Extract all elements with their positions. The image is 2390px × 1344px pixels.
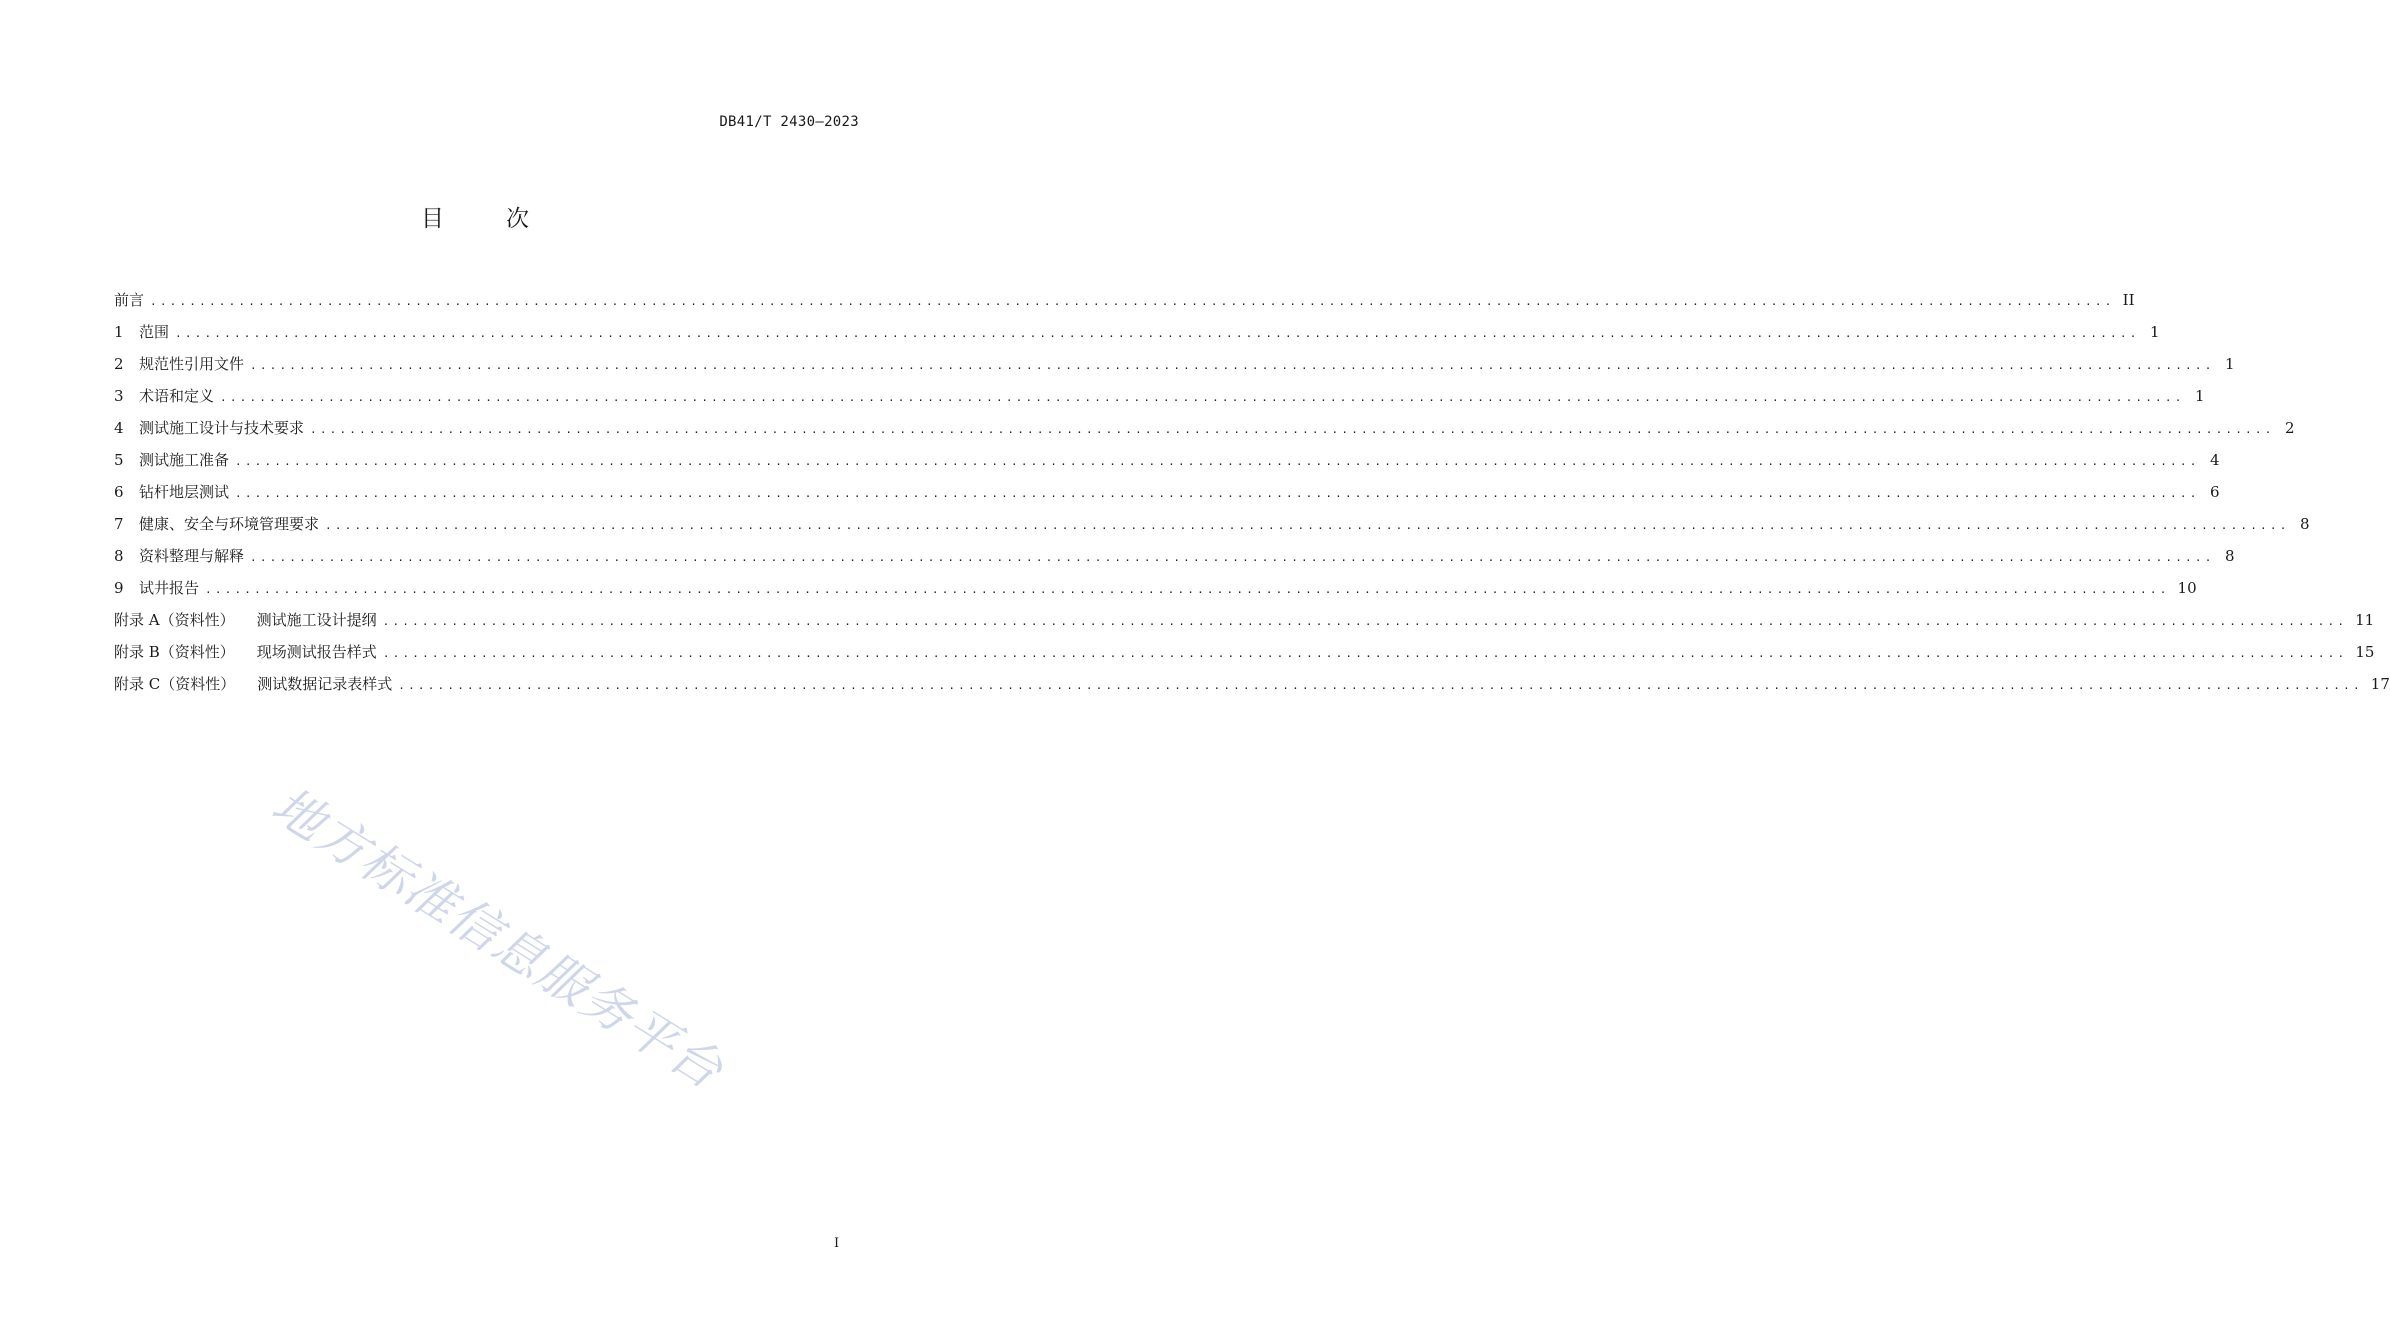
toc-entry-number: 1 — [114, 323, 124, 341]
table-of-contents — [114, 286, 2390, 702]
toc-entry-5[interactable] — [114, 446, 2220, 478]
toc-entry-label: 测试施工设计提纲 — [256, 611, 377, 629]
toc-leader-dots: ........................................................................................................................................................................................................ — [220, 391, 2185, 404]
toc-entry-label: 范围 — [139, 323, 170, 341]
toc-entry-label: 健康、安全与环境管理要求 — [139, 515, 320, 533]
toc-appendix-tag: 附录 A（资料性） — [114, 611, 235, 629]
document-code: DB41/T 2430—2023 — [719, 114, 859, 130]
toc-entry-label: 测试施工准备 — [139, 451, 230, 469]
toc-entry-foreword[interactable] — [114, 286, 2135, 318]
toc-entry-label: 测试施工设计与技术要求 — [139, 419, 305, 437]
toc-entry-page: 1 — [2149, 323, 2160, 341]
toc-leader-dots: ........................................................................................................................................................................................................ — [310, 423, 2275, 436]
toc-entry-page: II — [2122, 291, 2135, 309]
toc-appendix-tag: 附录 B（资料性） — [114, 643, 235, 661]
toc-entry-number: 8 — [114, 547, 124, 565]
toc-entry-page: 10 — [2177, 579, 2197, 597]
toc-entry-number: 6 — [114, 483, 124, 501]
toc-heading — [0, 200, 950, 233]
toc-entry-page: 17 — [2370, 675, 2390, 693]
toc-heading-second-char: 次 — [506, 206, 529, 232]
toc-entry-8[interactable] — [114, 542, 2235, 574]
toc-leader-dots: ........................................................................................................................................................................................................ — [398, 679, 2363, 692]
toc-entry-label: 钻杆地层测试 — [139, 483, 230, 501]
toc-entry-1[interactable] — [114, 318, 2160, 350]
toc-entry-appendix-c[interactable] — [114, 670, 2390, 702]
toc-entry-label: 规范性引用文件 — [139, 355, 245, 373]
toc-entry-page: 1 — [2224, 355, 2235, 373]
toc-appendix-label — [114, 606, 377, 634]
toc-leader-dots: ........................................................................................................................................................................................................ — [325, 519, 2290, 532]
page-number: I — [834, 1236, 840, 1251]
toc-entry-label: 前言 — [114, 291, 145, 309]
toc-heading-first-char: 目 — [421, 206, 444, 232]
toc-entry-page: 6 — [2209, 483, 2220, 501]
toc-entry-page: 2 — [2284, 419, 2295, 437]
toc-entry-label: 试井报告 — [139, 579, 200, 597]
toc-leader-dots: ........................................................................................................................................................................................................ — [205, 583, 2170, 596]
toc-leader-dots: ........................................................................................................................................................................................................ — [175, 327, 2140, 340]
toc-entry-page: 1 — [2194, 387, 2205, 405]
toc-appendix-label — [114, 670, 392, 698]
toc-leader-dots: ........................................................................................................................................................................................................ — [235, 455, 2200, 468]
toc-entry-page: 8 — [2224, 547, 2235, 565]
toc-entry-page: 4 — [2209, 451, 2220, 469]
toc-entry-2[interactable] — [114, 350, 2235, 382]
toc-entry-page: 11 — [2355, 611, 2375, 629]
toc-entry-9[interactable] — [114, 574, 2197, 606]
toc-leader-dots: ........................................................................................................................................................................................................ — [150, 295, 2115, 308]
toc-entry-number: 3 — [114, 387, 124, 405]
toc-leader-dots: ........................................................................................................................................................................................................ — [250, 359, 2215, 372]
toc-entry-3[interactable] — [114, 382, 2205, 414]
toc-leader-dots: ........................................................................................................................................................................................................ — [250, 551, 2215, 564]
toc-entry-number: 9 — [114, 579, 124, 597]
toc-entry-6[interactable] — [114, 478, 2220, 510]
toc-entry-number: 5 — [114, 451, 124, 469]
toc-entry-number: 7 — [114, 515, 124, 533]
toc-entry-7[interactable] — [114, 510, 2310, 542]
toc-leader-dots: ........................................................................................................................................................................................................ — [382, 615, 2348, 628]
toc-entry-number: 4 — [114, 419, 124, 437]
toc-leader-dots: ........................................................................................................................................................................................................ — [235, 487, 2200, 500]
toc-leader-dots: ........................................................................................................................................................................................................ — [382, 647, 2348, 660]
toc-entry-label: 现场测试报告样式 — [256, 643, 377, 661]
toc-entry-page: 15 — [2355, 643, 2375, 661]
toc-entry-4[interactable] — [114, 414, 2295, 446]
toc-entry-label: 术语和定义 — [139, 387, 215, 405]
toc-appendix-label — [114, 638, 377, 666]
toc-entry-number: 2 — [114, 355, 124, 373]
toc-entry-page: 8 — [2299, 515, 2310, 533]
watermark-text: 地方标准信息服务平台 — [262, 776, 734, 1101]
toc-entry-appendix-a[interactable] — [114, 606, 2375, 638]
toc-entry-appendix-b[interactable] — [114, 638, 2375, 670]
toc-entry-label: 资料整理与解释 — [139, 547, 245, 565]
toc-entry-label: 测试数据记录表样式 — [257, 675, 393, 693]
toc-appendix-tag: 附录 C（资料性） — [114, 675, 236, 693]
